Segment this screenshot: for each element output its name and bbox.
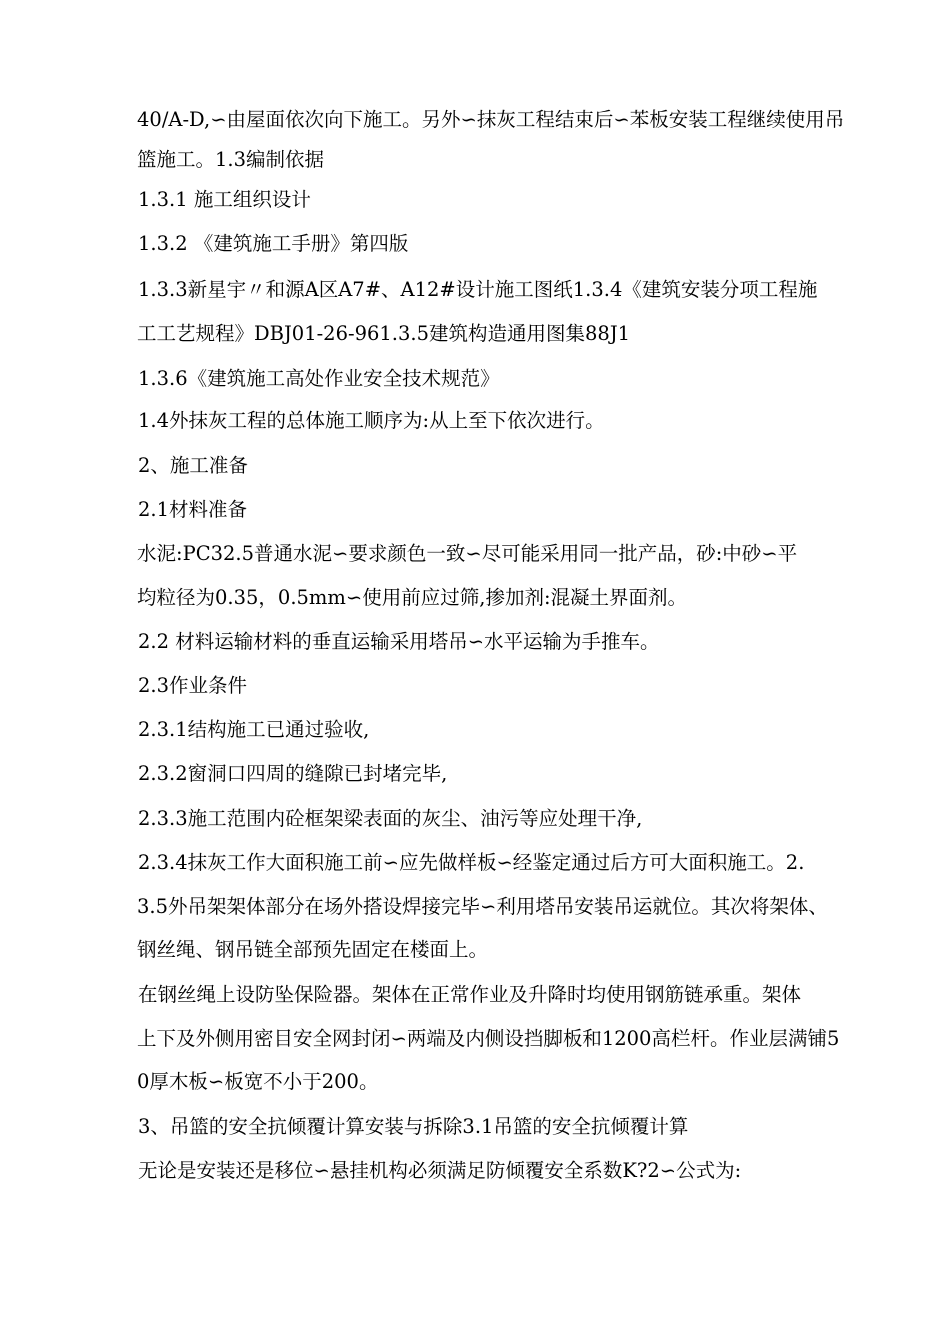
text-line: 2.3作业条件 [138,674,248,697]
text-line: 3.5外吊架架体部分在场外搭设焊接完毕∽利用塔吊安装吊运就位。其次将架体、 [137,895,828,918]
text-line: 2.1材料准备 [138,498,248,521]
text-line: 上下及外侧用密目安全网封闭∽两端及内侧设挡脚板和1200高栏杆。作业层满铺5 [137,1027,840,1050]
text-line: 工工艺规程》DBJ01-26-961.3.5建筑构造通用图集88J1 [137,322,631,345]
text-line: 0厚木板∽板宽不小于200。 [137,1070,379,1093]
text-line: 40/A-D,∽由屋面依次向下施工。另外∽抹灰工程结束后∽苯板安装工程继续使用吊 [137,108,845,131]
text-line: 2、施工准备 [138,454,248,477]
text-line: 1.3.6《建筑施工高处作业安全技术规范》 [138,367,500,390]
text-line: 2.3.1结构施工已通过验收, [138,718,370,741]
text-line: 均粒径为0.35，0.5mm∽使用前应过筛,掺加剂:混凝土界面剂。 [137,586,688,609]
text-line: 在钢丝绳上设防坠保险器。架体在正常作业及升降时均使用钢筋链承重。架体 [138,983,802,1006]
text-line: 2.3.3施工范围内砼框架梁表面的灰尘、油污等应处理干净, [138,807,643,830]
text-line: 1.3.3新星宇〃和源A区A7#、A12#设计施工图纸1.3.4《建筑安装分项工程施 [138,278,818,301]
text-line: 1.4外抹灰工程的总体施工顺序为:从上至下依次进行。 [138,409,605,432]
text-line: 无论是安装还是移位∽悬挂机构必须满足防倾覆安全系数K?2∽公式为: [138,1159,742,1182]
text-line: 篮施工。1.3编制依据 [137,148,325,171]
text-line: 1.3.1 施工组织设计 [138,188,311,211]
text-line: 水泥:PC32.5普通水泥∽要求颜色一致∽尽可能采用同一批产品，砂:中砂∽平 [137,542,798,565]
text-line: 3、吊篮的安全抗倾覆计算安装与拆除3.1吊篮的安全抗倾覆计算 [138,1115,689,1138]
text-line: 2.3.2窗洞口四周的缝隙已封堵完毕, [138,762,448,785]
text-line: 2.2 材料运输材料的垂直运输采用塔吊∽水平运输为手推车。 [138,630,660,653]
text-line: 1.3.2 《建筑施工手册》第四版 [138,232,409,255]
text-line: 2.3.4抹灰工作大面积施工前∽应先做样板∽经鉴定通过后方可大面积施工。2. [138,851,805,874]
text-line: 钢丝绳、钢吊链全部预先固定在楼面上。 [137,938,489,961]
